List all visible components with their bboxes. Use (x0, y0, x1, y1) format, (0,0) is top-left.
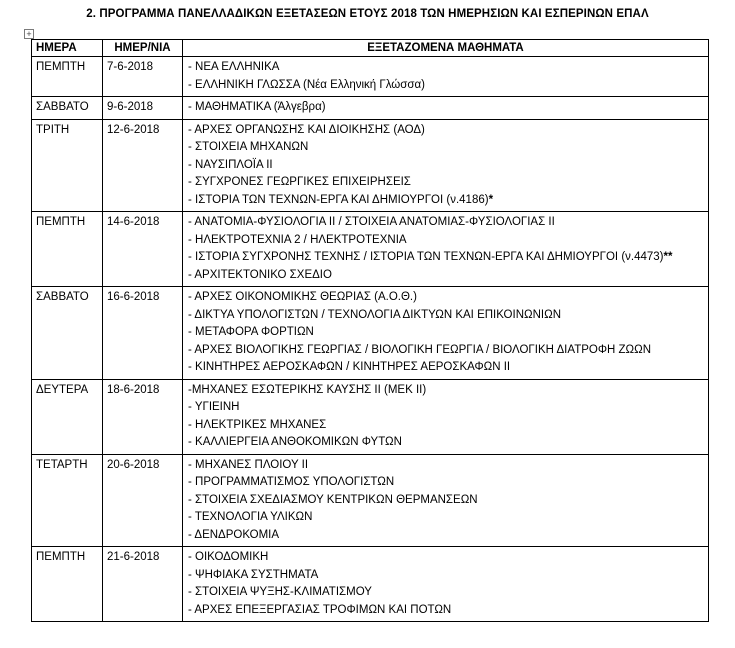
subjects-cell (183, 547, 709, 622)
table-row (32, 119, 709, 212)
day-text: ΤΡΙΤΗ (36, 123, 70, 136)
subject-text: - ΜΗΧΑΝΕΣ ΠΛΟΙΟΥ ΙΙ (188, 458, 309, 471)
subjects-cell (183, 287, 709, 380)
subject-text: - ΚΙΝΗΤΗΡΕΣ ΑΕΡΟΣΚΑΦΩΝ / ΚΙΝΗΤΗΡΕΣ ΑΕΡΟΣΚΑΦΩΝ ΙΙ (188, 361, 511, 373)
subject-item (187, 77, 704, 95)
date-cell (103, 287, 183, 380)
subject-text: - ΑΡΧΕΣ ΕΠΕΞΕΡΓΑΣΙΑΣ ΤΡΟΦΙΜΩΝ ΚΑΙ ΠΟΤΩΝ (188, 603, 452, 616)
subject-text: - ΙΣΤΟΡΙΑ ΣΥΓΧΡΟΝΗΣ ΤΕΧΝΗΣ / ΙΣΤΟΡΙΑ ΤΩΝ ΤΕΧΝΩΝ-ΕΡΓΑ ΚΑΙ ΔΗΜΙΟΥΡΓΟΙ (ν.4473) (188, 251, 664, 263)
day-text: ΣΑΒΒΑΤΟ (36, 291, 89, 303)
date-text: 20-6-2018 (107, 458, 160, 471)
day-text: ΣΑΒΒΑΤΟ (36, 101, 89, 113)
subject-item (187, 59, 704, 77)
footnote-mark: * (488, 193, 494, 206)
date-cell (103, 119, 183, 212)
date-text: 16-6-2018 (107, 291, 160, 303)
subject-item (187, 324, 704, 342)
subject-item (187, 567, 704, 585)
header-date: ΗΜΕΡ/ΝΙΑ (103, 40, 183, 57)
subject-item (187, 267, 704, 285)
table-row (32, 212, 709, 287)
subject-text: - ΙΣΤΟΡΙΑ ΤΩΝ ΤΕΧΝΩΝ-ΕΡΓΑ ΚΑΙ ΔΗΜΙΟΥΡΓΟΙ (ν.4186) (188, 193, 489, 206)
subject-text: - ΗΛΕΚΤΡΟΤΕΧΝΙΑ 2 / ΗΛΕΚΤΡΟΤΕΧΝΙΑ (188, 233, 407, 246)
table-row (32, 547, 709, 622)
subject-item (187, 307, 704, 325)
subject-item (187, 359, 704, 377)
subject-text: - ΠΡΟΓΡΑΜΜΑΤΙΣΜΟΣ ΥΠΟΛΟΓΙΣΤΩΝ (188, 476, 395, 488)
subject-text: - ΑΡΧΕΣ ΒΙΟΛΟΓΙΚΗΣ ΓΕΩΡΓΙΑΣ / ΒΙΟΛΟΓΙΚΗ ΓΕΩΡΓΙΑ / ΒΙΟΛΟΓΙΚΗ ΔΙΑΤΡΟΦΗ ΖΩΩΝ (188, 343, 652, 356)
subject-item (187, 549, 704, 567)
date-text: 21-6-2018 (107, 551, 160, 563)
subject-text: - ΚΑΛΛΙΕΡΓΕΙΑ ΑΝΘΟΚΟΜΙΚΩΝ ΦΥΤΩΝ (188, 436, 402, 448)
subjects-cell (183, 57, 709, 97)
subject-item (187, 214, 704, 232)
subject-item (187, 192, 704, 210)
day-cell (32, 97, 103, 120)
table-header-row (32, 40, 709, 57)
subject-text: - ΟΙΚΟΔΟΜΙΚΗ (188, 551, 269, 563)
day-text: ΠΕΜΠΤΗ (36, 551, 86, 563)
subject-item (187, 139, 704, 157)
subject-item (187, 232, 704, 250)
table-row (32, 379, 709, 454)
subject-item (187, 99, 704, 117)
subject-item (187, 289, 704, 307)
table-row (32, 454, 709, 547)
date-cell (103, 454, 183, 547)
subject-text: - ΣΥΓΧΡΟΝΕΣ ΓΕΩΡΓΙΚΕΣ ΕΠΙΧΕΙΡΗΣΕΙΣ (188, 176, 411, 188)
subject-text: - ΑΡΧΕΣ ΟΡΓΑΝΩΣΗΣ ΚΑΙ ΔΙΟΙΚΗΣΗΣ (ΑΟΔ) (188, 123, 425, 136)
date-text: 9-6-2018 (107, 101, 154, 113)
date-text: 12-6-2018 (107, 123, 160, 136)
date-text: 7-6-2018 (107, 61, 154, 73)
subject-item (187, 457, 704, 475)
subject-text: - ΜΕΤΑΦΟΡΑ ΦΟΡΤΙΩΝ (188, 326, 314, 338)
subject-text: - ΔΙΚΤΥΑ ΥΠΟΛΟΓΙΣΤΩΝ / ΤΕΧΝΟΛΟΓΙΑ ΔΙΚΤΥΩΝ ΚΑΙ ΕΠΙΚΟΙΝΩΝΙΩΝ (188, 308, 562, 321)
document-title: 2. ΠΡΟΓΡΑΜΜΑ ΠΑΝΕΛΛΑΔΙΚΩΝ ΕΞΕΤΑΣΕΩΝ ΕΤΟΥΣ 2018 ΤΩΝ ΗΜΕΡΗΣΙΩΝ ΚΑΙ ΕΣΠΕΡΙΝΩΝ ΕΠΑΛ (86, 8, 649, 20)
subject-item (187, 382, 704, 400)
header-subjects: ΕΞΕΤΑΖΟΜΕΝΑ ΜΑΘΗΜΑΤΑ (183, 40, 709, 57)
footnote-mark: ** (663, 251, 673, 263)
subject-item (187, 584, 704, 602)
date-cell (103, 547, 183, 622)
day-cell (32, 547, 103, 622)
subjects-cell (183, 379, 709, 454)
date-cell (103, 57, 183, 97)
subjects-cell (183, 119, 709, 212)
subject-text: - ΣΤΟΙΧΕΙΑ ΜΗΧΑΝΩΝ (188, 141, 309, 153)
table-row (32, 57, 709, 97)
subject-item (187, 492, 704, 510)
subjects-cell (183, 454, 709, 547)
day-text: ΤΕΤΑΡΤΗ (36, 458, 88, 471)
day-cell (32, 57, 103, 97)
day-cell (32, 119, 103, 212)
subject-item (187, 509, 704, 527)
table-body (32, 57, 709, 622)
table-row (32, 287, 709, 380)
date-text: 14-6-2018 (107, 216, 160, 228)
date-cell (103, 212, 183, 287)
subject-item (187, 122, 704, 140)
date-text: 18-6-2018 (107, 383, 160, 396)
subject-text: - ΑΡΧΕΣ ΟΙΚΟΝΟΜΙΚΗΣ ΘΕΩΡΙΑΣ (Α.Ο.Θ.) (188, 291, 417, 303)
date-cell (103, 97, 183, 120)
subject-text: - ΤΕΧΝΟΛΟΓΙΑ ΥΛΙΚΩΝ (188, 511, 313, 523)
subject-text: - ΥΓΙΕΙΝΗ (188, 401, 240, 413)
header-day: ΗΜΕΡΑ (32, 40, 103, 57)
subject-item (187, 342, 704, 360)
subject-text: -ΜΗΧΑΝΕΣ ΕΣΩΤΕΡΙΚΗΣ ΚΑΥΣΗΣ ΙΙ (ΜΕΚ ΙΙ) (188, 383, 427, 396)
subject-item (187, 174, 704, 192)
subject-text: - ΜΑΘΗΜΑΤΙΚΑ (Άλγεβρα) (188, 101, 326, 113)
subject-item (187, 602, 704, 620)
subjects-cell (183, 97, 709, 120)
day-text: ΠΕΜΠΤΗ (36, 61, 86, 73)
day-text: ΠΕΜΠΤΗ (36, 216, 86, 228)
exam-schedule-table (31, 39, 709, 622)
subject-text: - ΑΝΑΤΟΜΙΑ-ΦΥΣΙΟΛΟΓΙΑ ΙΙ / ΣΤΟΙΧΕΙΑ ΑΝΑΤΟΜΙΑΣ-ΦΥΣΙΟΛΟΓΙΑΣ ΙΙ (188, 216, 555, 228)
table-row (32, 97, 709, 120)
day-cell (32, 287, 103, 380)
subject-text: - ΣΤΟΙΧΕΙΑ ΨΥΞΗΣ-ΚΛΙΜΑΤΙΣΜΟΥ (188, 586, 372, 598)
subject-text: - ΝΑΥΣΙΠΛΟΪΑ ΙΙ (188, 158, 273, 171)
subject-item (187, 527, 704, 545)
subjects-cell (183, 212, 709, 287)
subject-text: - ΑΡΧΙΤΕΚΤΟΝΙΚΟ ΣΧΕΔΙΟ (188, 268, 332, 281)
subject-text: - ΕΛΛΗΝΙΚΗ ΓΛΩΣΣΑ (Νέα Ελληνική Γλώσσα) (188, 78, 425, 91)
subject-item (187, 417, 704, 435)
day-cell (32, 379, 103, 454)
subject-text: - ΨΗΦΙΑΚΑ ΣΥΣΤΗΜΑΤΑ (188, 568, 319, 581)
subject-item (187, 474, 704, 492)
subject-text: - ΣΤΟΙΧΕΙΑ ΣΧΕΔΙΑΣΜΟΥ ΚΕΝΤΡΙΚΩΝ ΘΕΡΜΑΝΣΕΩΝ (188, 493, 478, 506)
day-cell (32, 454, 103, 547)
subject-text: - ΔΕΝΔΡΟΚΟΜΙΑ (188, 528, 280, 541)
move-handle-icon[interactable]: + (24, 29, 34, 39)
day-cell (32, 212, 103, 287)
subject-item (187, 249, 704, 267)
subject-item (187, 399, 704, 417)
day-text: ΔΕΥΤΕΡΑ (36, 383, 89, 396)
date-cell (103, 379, 183, 454)
subject-text: - ΝΕΑ ΕΛΛΗΝΙΚΑ (188, 61, 280, 73)
subject-text: - ΗΛΕΚΤΡΙΚΕΣ ΜΗΧΑΝΕΣ (188, 418, 327, 431)
subject-item (187, 434, 704, 452)
subject-item (187, 157, 704, 175)
